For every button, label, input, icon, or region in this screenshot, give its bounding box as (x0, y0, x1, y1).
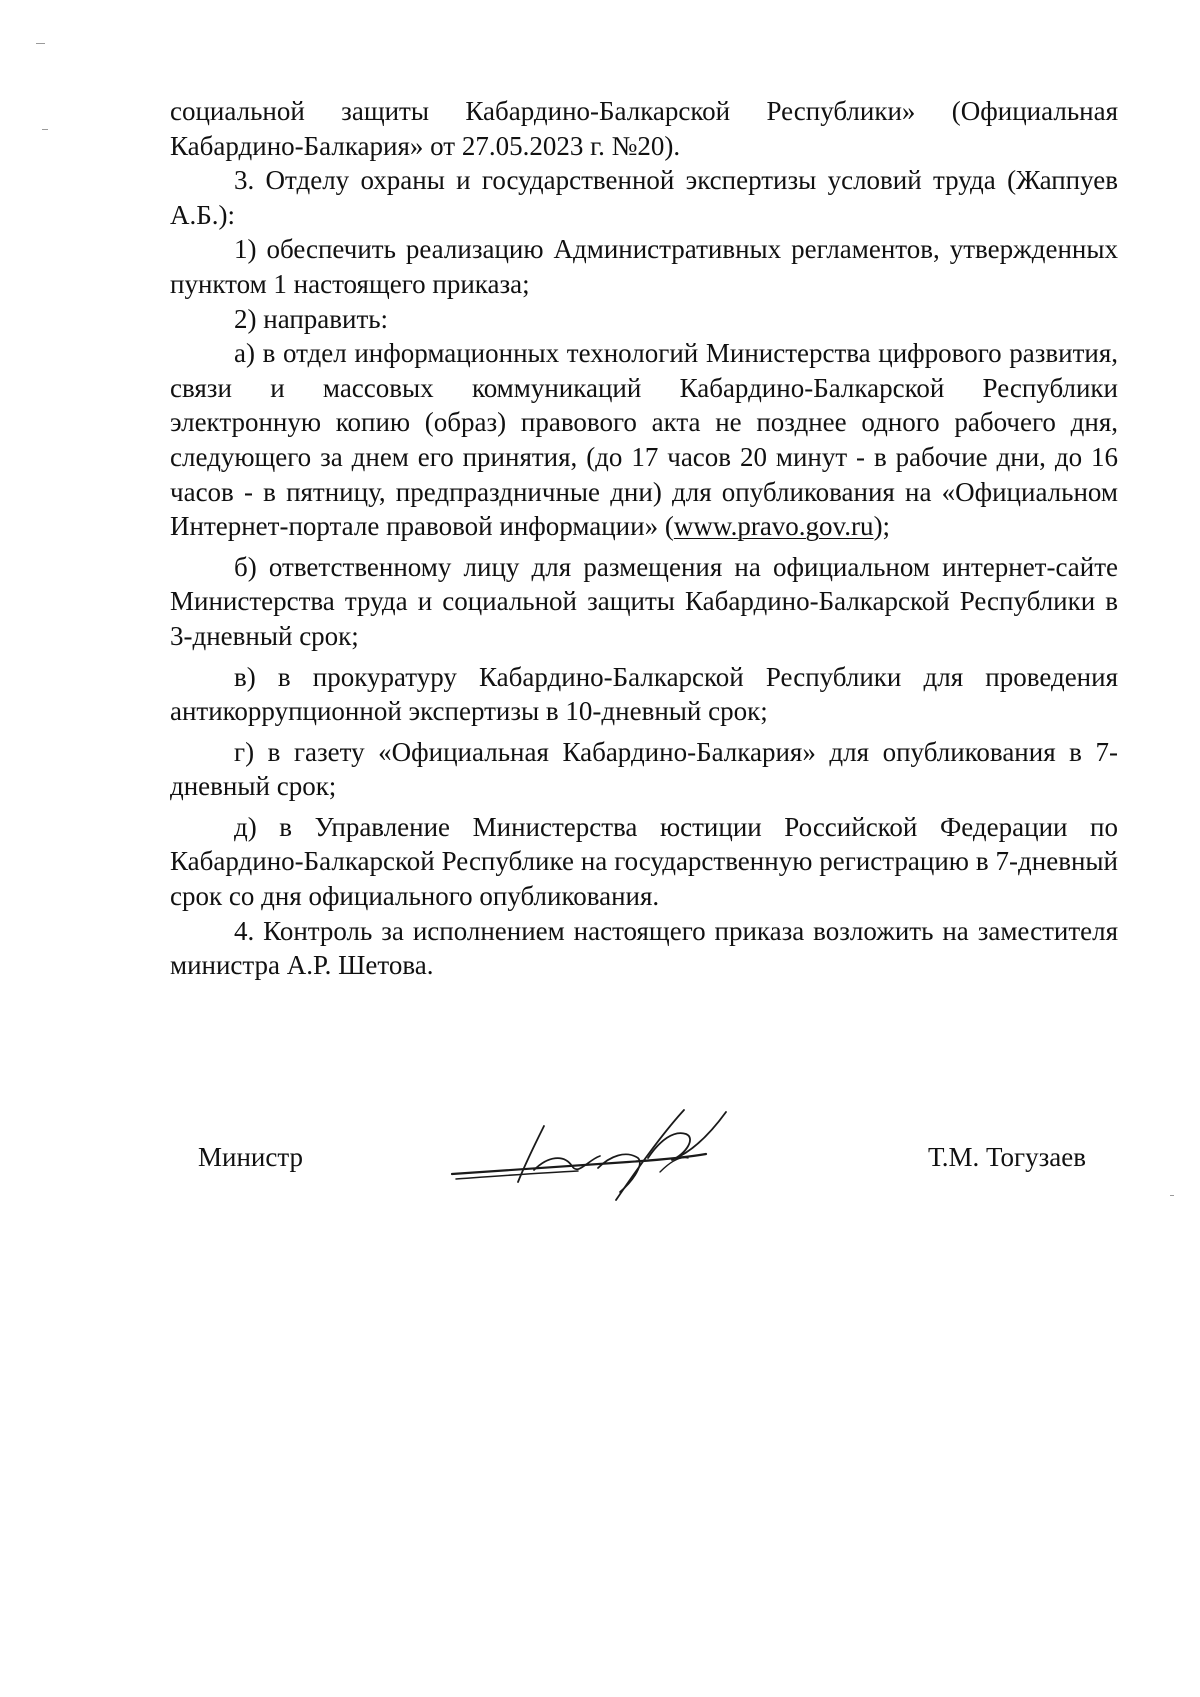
scan-mark (42, 129, 48, 130)
paragraph-item-4: 4. Контроль за исполнением настоящего приказа возложить на заместителя министра А.Р. Шетова. (170, 915, 1118, 981)
signatory-role: Министр (198, 1142, 303, 1172)
signature-row (0, 1130, 1200, 1230)
signatory-name: Т.М. Тогузаев (928, 1142, 1086, 1172)
paragraph-continuation: социальной защиты Кабардино-Балкарской Республики» (Официальная Кабардино-Балкария» от 27.05.2023 г. №20). (170, 96, 1118, 161)
paragraph-subitem-b: б) ответственному лицу для размещения на официальном интернет-сайте Министерства труда и социальной защиты Кабардино-Балкарской Республики в 3-дневный срок; (170, 551, 1118, 651)
link-open-paren: ( (664, 511, 674, 542)
handwritten-signature (448, 1096, 748, 1206)
pravo-link[interactable]: www.pravo.gov.ru (673, 511, 874, 542)
paragraph-item-3: 3. Отделу охраны и государственной экспертизы условий труда (Жаппуев А.Б.): (170, 165, 1118, 230)
link-close-paren: ); (873, 511, 891, 542)
paragraph-subitem-a (170, 336, 1118, 544)
scan-mark (36, 43, 45, 44)
paragraph-subitem-g: г) в газету «Официальная Кабардино-Балкария» для опубликования в 7-дневный срок; (170, 736, 1118, 802)
paragraph-subitem-2: 2) направить: (234, 303, 389, 334)
paragraph-subitem-v: в) в прокуратуру Кабардино-Балкарской Республики для проведения антикоррупционной экспертизы в 10-дневный срок; (170, 661, 1118, 727)
paragraph-subitem-1: 1) обеспечить реализацию Административных регламентов, утвержденных пунктом 1 настоящего приказа; (170, 234, 1118, 299)
paragraph-subitem-d: д) в Управление Министерства юстиции Российской Федерации по Кабардино-Балкарской Республике на государственную регистрацию в 7-дневный срок со дня официального опубликования. (170, 811, 1118, 912)
paragraph-subitem-a-text: а) в отдел информационных технологий Министерства цифрового развития, связи и массовых коммуникаций Кабардино-Балкарской Республики электронную копию (образ) правового акта не позднее одного рабочего дня, следующего за днем его принятия, (до 17 часов 20 минут - в рабочие дни, до 16 часов - в пятницу, предпраздничные дни) для опубликования на «Официальном Интернет-портале правовой информации» (170, 338, 1118, 542)
document-body (170, 94, 1118, 983)
